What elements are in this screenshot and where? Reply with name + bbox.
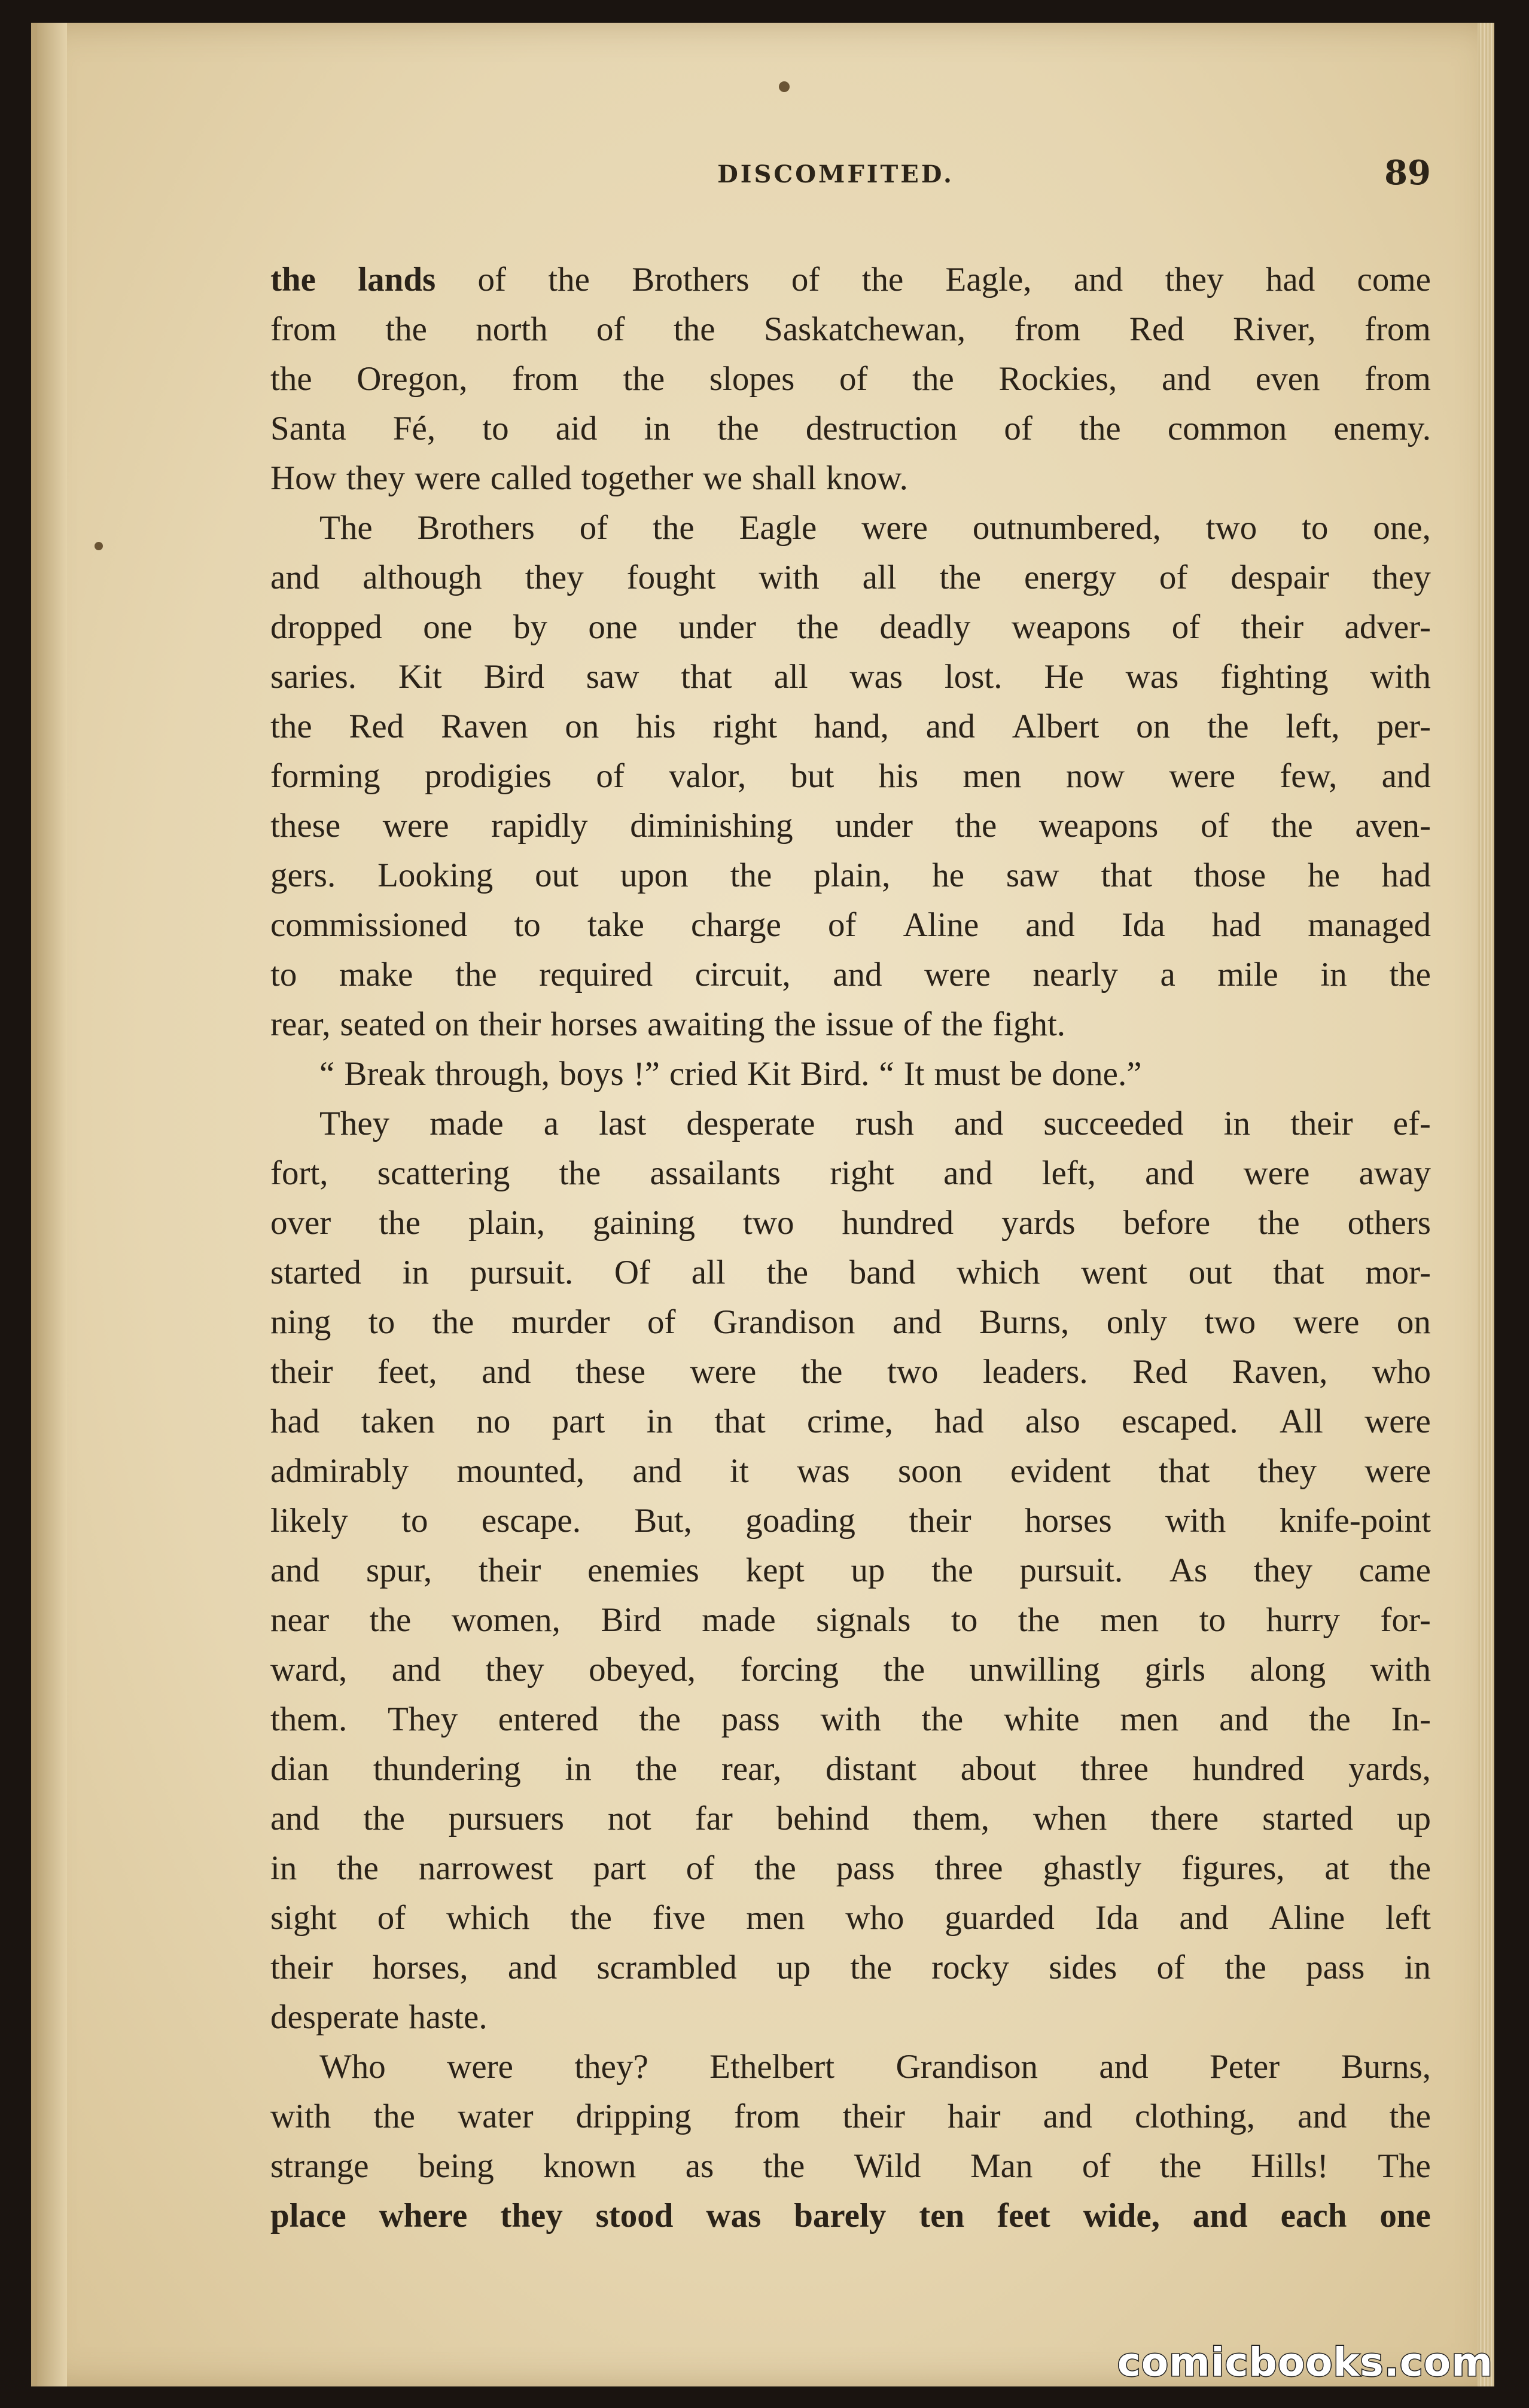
text-line: saries. Kit Bird saw that all was lost. He was fighting with (270, 658, 1431, 696)
text-line: their feet, and these were the two leaders. Red Raven, who (270, 1353, 1431, 1391)
text-line: and spur, their enemies kept up the pursuit. As they came (270, 1552, 1431, 1589)
text-line: “ Break through, boys !” cried Kit Bird. “ It must be done.” (319, 1055, 1142, 1093)
text-line: place where they stood was barely ten feet wide, and each one (270, 2197, 1431, 2235)
text-line: them. They entered the pass with the white men and the In- (270, 1700, 1431, 1738)
text-line: near the women, Bird made signals to the men to hurry for- (270, 1601, 1431, 1639)
text-line: ward, and they obeyed, forcing the unwilling girls along with (270, 1651, 1431, 1688)
text-line: and the pursuers not far behind them, when there started up (270, 1800, 1431, 1837)
text-line: likely to escape. But, goading their horses with knife-point (270, 1502, 1431, 1540)
text-line: admirably mounted, and it was soon evident that they were (270, 1452, 1431, 1490)
text-line: forming prodigies of valor, but his men now were few, and (270, 757, 1431, 795)
text-line: Santa Fé, to aid in the destruction of the common enemy. (270, 410, 1431, 447)
text-line: rear, seated on their horses awaiting the issue of the fight. (270, 1005, 1066, 1043)
text-line: the lands of the Brothers of the Eagle, and they had come (270, 261, 1431, 298)
text-line: gers. Looking out upon the plain, he saw that those he had (270, 856, 1431, 894)
text-line: the Red Raven on his right hand, and Albert on the left, per- (270, 708, 1431, 745)
body-text (270, 255, 1431, 2241)
text-line: How they were called together we shall know. (270, 459, 908, 497)
page-header (240, 142, 1431, 196)
page-gutter (37, 23, 67, 2386)
text-line: the Oregon, from the slopes of the Rockies, and even from (270, 360, 1431, 398)
text-line: desperate haste. (270, 1998, 488, 2036)
page-edge (1478, 23, 1494, 2386)
text-line: their horses, and scrambled up the rocky sides of the pass in (270, 1949, 1431, 1986)
text-line: ning to the murder of Grandison and Burns, only two were on (270, 1303, 1431, 1341)
text-line: to make the required circuit, and were nearly a mile in the (270, 956, 1431, 993)
text-line: fort, scattering the assailants right and left, and were away (270, 1154, 1431, 1192)
text-line: in the narrowest part of the pass three ghastly figures, at the (270, 1849, 1431, 1887)
text-line: from the north of the Saskatchewan, from Red River, from (270, 310, 1431, 348)
book-page (31, 23, 1494, 2386)
page-number: 89 (1384, 153, 1431, 193)
text-line: started in pursuit. Of all the band which went out that mor- (270, 1254, 1431, 1291)
text-line: had taken no part in that crime, had also escaped. All were (270, 1403, 1431, 1440)
text-line: with the water dripping from their hair and clothing, and the (270, 2098, 1431, 2135)
ink-spot-top (779, 81, 790, 92)
text-line: They made a last desperate rush and succeeded in their ef- (319, 1105, 1431, 1142)
text-line: these were rapidly diminishing under the weapons of the aven- (270, 807, 1431, 845)
text-line: dian thundering in the rear, distant about three hundred yards, (270, 1750, 1431, 1788)
text-line: sight of which the five men who guarded Ida and Aline left (270, 1899, 1431, 1937)
text-line: over the plain, gaining two hundred yards before the others (270, 1204, 1431, 1242)
text-line: Who were they? Ethelbert Grandison and Peter Burns, (319, 2048, 1431, 2086)
ink-spot-margin (95, 542, 103, 550)
running-head: DISCOMFITED. (717, 160, 954, 188)
text-line: The Brothers of the Eagle were outnumbered, two to one, (319, 509, 1431, 547)
text-line: strange being known as the Wild Man of the Hills! The (270, 2147, 1431, 2185)
text-line: dropped one by one under the deadly weapons of their adver- (270, 608, 1431, 646)
watermark: comicbooks.com (1117, 2339, 1493, 2385)
text-line: commissioned to take charge of Aline and Ida had managed (270, 906, 1431, 944)
text-line: and although they fought with all the energy of despair they (270, 559, 1431, 596)
